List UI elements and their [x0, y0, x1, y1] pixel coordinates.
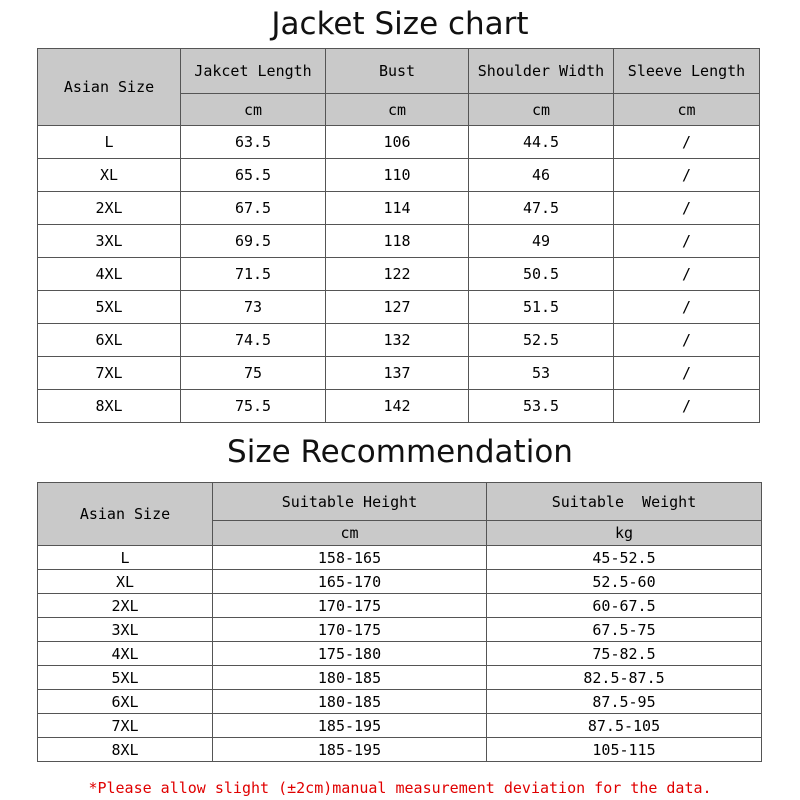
value-cell: 75-82.5 — [487, 642, 762, 666]
value-cell: 142 — [326, 390, 469, 423]
unit-header: cm — [181, 94, 326, 126]
table-row — [38, 291, 760, 324]
size-cell: 7XL — [38, 357, 181, 390]
size-cell: XL — [38, 159, 181, 192]
value-cell: / — [614, 126, 760, 159]
value-cell: / — [614, 192, 760, 225]
value-cell: 75 — [181, 357, 326, 390]
size-cell: L — [38, 126, 181, 159]
table-row — [38, 666, 762, 690]
value-cell: 114 — [326, 192, 469, 225]
column-header: Shoulder Width — [469, 49, 614, 94]
value-cell: 170-175 — [213, 594, 487, 618]
value-cell: 122 — [326, 258, 469, 291]
size-chart-title: Jacket Size chart — [271, 6, 529, 42]
value-cell: 132 — [326, 324, 469, 357]
recommendation-table — [37, 482, 762, 762]
value-cell: 67.5 — [181, 192, 326, 225]
value-cell: 60-67.5 — [487, 594, 762, 618]
value-cell: 47.5 — [469, 192, 614, 225]
size-cell: 7XL — [38, 714, 213, 738]
value-cell: 63.5 — [181, 126, 326, 159]
value-cell: 74.5 — [181, 324, 326, 357]
value-cell: 165-170 — [213, 570, 487, 594]
value-cell: 52.5-60 — [487, 570, 762, 594]
unit-header: cm — [614, 94, 760, 126]
table-row — [38, 324, 760, 357]
value-cell: 51.5 — [469, 291, 614, 324]
unit-header: cm — [213, 521, 487, 546]
value-cell: / — [614, 357, 760, 390]
value-cell: 67.5-75 — [487, 618, 762, 642]
value-cell: 52.5 — [469, 324, 614, 357]
value-cell: 180-185 — [213, 690, 487, 714]
value-cell: 127 — [326, 291, 469, 324]
size-cell: 2XL — [38, 192, 181, 225]
value-cell: / — [614, 225, 760, 258]
value-cell: 110 — [326, 159, 469, 192]
value-cell: 185-195 — [213, 738, 487, 762]
size-header: Asian Size — [38, 483, 213, 546]
value-cell: 137 — [326, 357, 469, 390]
value-cell: 106 — [326, 126, 469, 159]
table-row — [38, 225, 760, 258]
unit-header: kg — [487, 521, 762, 546]
value-cell: 53.5 — [469, 390, 614, 423]
table-row — [38, 690, 762, 714]
value-cell: 170-175 — [213, 618, 487, 642]
table-row — [38, 546, 762, 570]
value-cell: 46 — [469, 159, 614, 192]
value-cell: / — [614, 324, 760, 357]
size-cell: 3XL — [38, 618, 213, 642]
table-row — [38, 258, 760, 291]
table-row — [38, 159, 760, 192]
value-cell: 53 — [469, 357, 614, 390]
size-chart-table — [37, 48, 760, 423]
table-row — [38, 390, 760, 423]
value-cell: 87.5-105 — [487, 714, 762, 738]
value-cell: / — [614, 258, 760, 291]
value-cell: 105-115 — [487, 738, 762, 762]
value-cell: 185-195 — [213, 714, 487, 738]
value-cell: / — [614, 159, 760, 192]
value-cell: 82.5-87.5 — [487, 666, 762, 690]
value-cell: 49 — [469, 225, 614, 258]
value-cell: 175-180 — [213, 642, 487, 666]
value-cell: 158-165 — [213, 546, 487, 570]
table-row — [38, 618, 762, 642]
size-chart-body — [38, 126, 760, 423]
size-cell: 3XL — [38, 225, 181, 258]
value-cell: 87.5-95 — [487, 690, 762, 714]
size-cell: 8XL — [38, 390, 181, 423]
table-row — [38, 570, 762, 594]
size-cell: L — [38, 546, 213, 570]
table-row — [38, 126, 760, 159]
table-row — [38, 357, 760, 390]
value-cell: 118 — [326, 225, 469, 258]
column-header: Bust — [326, 49, 469, 94]
column-header: Sleeve Length — [614, 49, 760, 94]
size-cell: 6XL — [38, 690, 213, 714]
size-cell: 4XL — [38, 642, 213, 666]
size-cell: 8XL — [38, 738, 213, 762]
value-cell: 45-52.5 — [487, 546, 762, 570]
column-header: Jakcet Length — [181, 49, 326, 94]
column-header: Suitable Weight — [487, 483, 762, 521]
value-cell: 65.5 — [181, 159, 326, 192]
size-cell: 6XL — [38, 324, 181, 357]
value-cell: 69.5 — [181, 225, 326, 258]
value-cell: 73 — [181, 291, 326, 324]
size-cell: XL — [38, 570, 213, 594]
table-row — [38, 642, 762, 666]
value-cell: / — [614, 291, 760, 324]
recommendation-title: Size Recommendation — [227, 434, 573, 470]
unit-header: cm — [469, 94, 614, 126]
size-cell: 5XL — [38, 666, 213, 690]
recommendation-body — [38, 546, 762, 762]
measurement-note: *Please allow slight (±2cm)manual measurement deviation for the data. — [88, 779, 712, 797]
table-row — [38, 192, 760, 225]
size-cell: 5XL — [38, 291, 181, 324]
size-header: Asian Size — [38, 49, 181, 126]
value-cell: / — [614, 390, 760, 423]
size-cell: 2XL — [38, 594, 213, 618]
value-cell: 180-185 — [213, 666, 487, 690]
unit-header: cm — [326, 94, 469, 126]
value-cell: 44.5 — [469, 126, 614, 159]
value-cell: 71.5 — [181, 258, 326, 291]
table-row — [38, 738, 762, 762]
table-row — [38, 594, 762, 618]
value-cell: 75.5 — [181, 390, 326, 423]
value-cell: 50.5 — [469, 258, 614, 291]
table-row — [38, 714, 762, 738]
column-header: Suitable Height — [213, 483, 487, 521]
size-cell: 4XL — [38, 258, 181, 291]
